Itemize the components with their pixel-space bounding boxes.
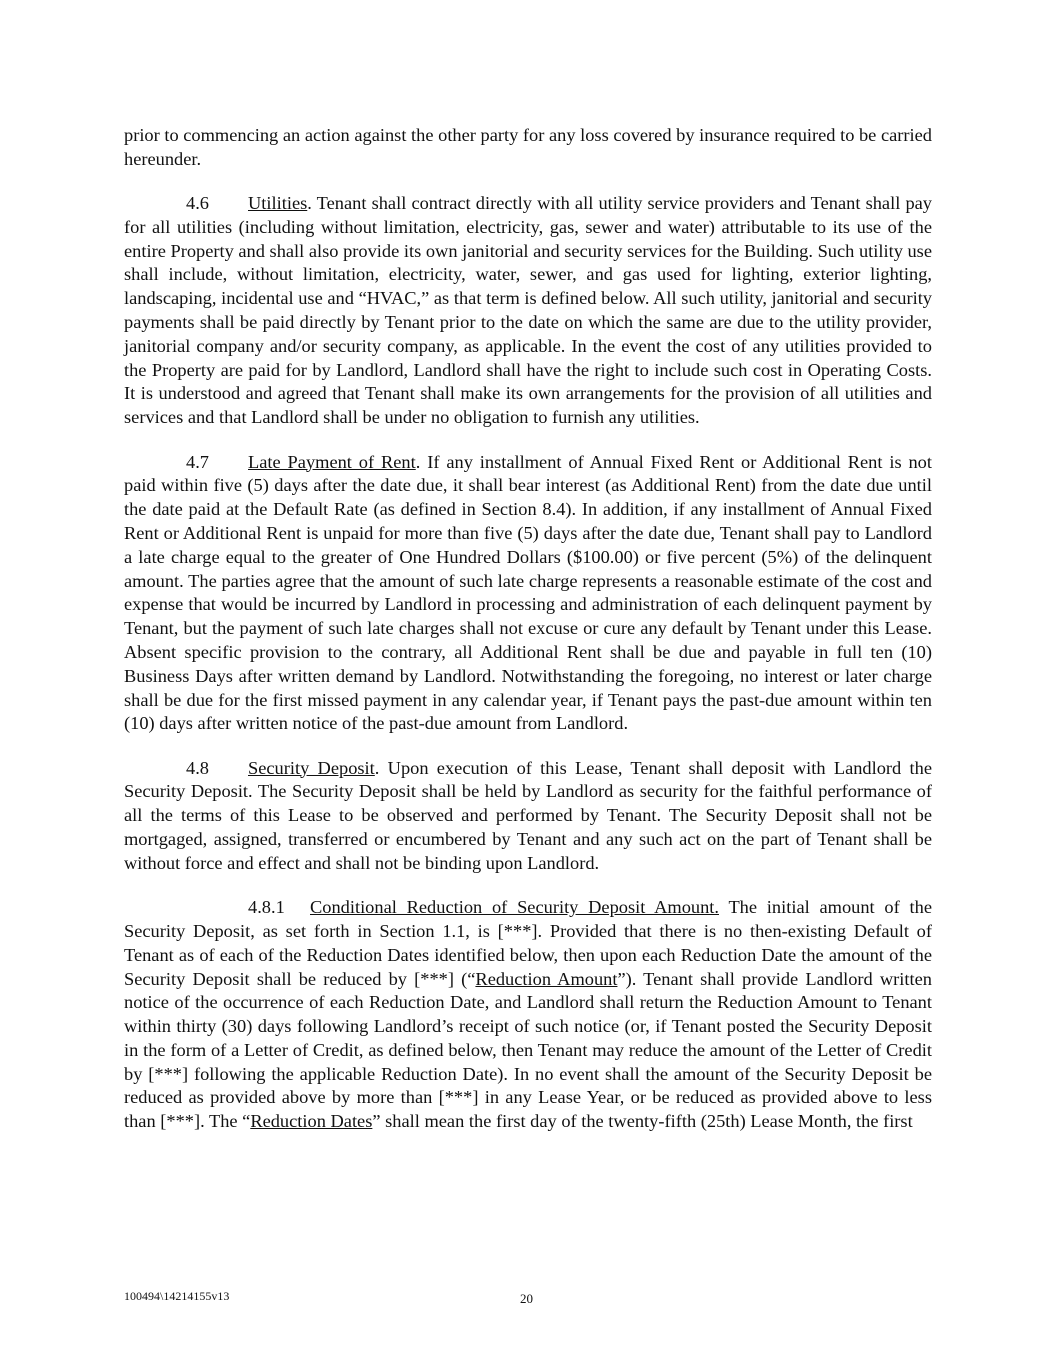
footer-document-id: 100494\14214155v13 [124,1289,230,1303]
defined-term-reduction-amount: Reduction Amount [475,968,618,989]
section-heading: Late Payment of Rent [248,451,416,472]
footer-page-number: 20 [520,1291,533,1306]
section-heading-punct: . [374,757,380,778]
section-heading: Security Deposit [248,757,375,778]
document-body [124,124,932,1155]
subsection-number: 4.8.1 [248,897,285,918]
continued-paragraph: prior to commencing an action against the other party for any loss covered by insurance required to be carried hereunder. [124,125,932,169]
section-heading-punct: . [415,451,421,472]
section-text: Upon execution of this Lease, Tenant shall deposit with Landlord the Security Deposit. The Security Deposit shall be held by Landlord as security for the faithful performance of all the terms of this Lease to be observed and performed by Tenant. The Security Deposit shall not be mortgaged, assigned, transferred or encumbered by Tenant and any such act on the part of Tenant shall be without force and effect and shall not be binding upon Landlord. [124,757,932,873]
section-number: 4.7 [186,451,209,472]
section-4-6 [124,192,932,430]
subsection-text-2: ”). Tenant shall provide Landlord written notice of the occurrence of each Reduction Date, and Landlord shall return the Reduction Amount to Tenant within thirty (30) days following Landlord’s receipt of such notice (or, if Tenant posted the Security Deposit in the form of a Letter of Credit, as defined below, then Tenant may reduce the amount of the Letter of Credit by [***] following the applicable Reduction Date). In no event shall the amount of the Security Deposit be reduced as provided above by more than [***] in any Lease Year, or be reduced as provided above to less than [***]. The “ [124,968,932,1132]
subsection-4-8-1 [124,896,932,1134]
section-number: 4.8 [186,757,209,778]
subsection-text-1: The initial amount of the Security Deposit, as set forth in Section 1.1, is [***]. Provided that there is no then-existing Default of Tenant as of each of the Reduction Dates identified below, then upon each Reduction Date the amount of the Security Deposit shall be reduced by [***] (“ [124,897,932,989]
section-heading: Utilities [248,193,308,214]
section-text: Tenant shall contract directly with all utility service providers and Tenant shall pay for all utilities (including without limitation, electricity, gas, sewer and water) attributable to its use of the entire Property and shall also provide its own janitorial and security services for the Building. Such utility use shall include, without limitation, electricity, water, sewer, and gas used for lighting, exterior lighting, landscaping, incidental use and “HVAC,” as that term is defined below. All such utility, janitorial and security payments shall be paid directly by Tenant prior to the date on which the same are due to the utility provider, janitorial company and/or security company, as applicable. In the event the cost of any utilities provided to the Property are paid for by Landlord, Landlord shall have the right to include such cost in Operating Costs. It is understood and agreed that Tenant shall make its own arrangements for the provision of all utilities and services and that Landlord shall be under no obligation to furnish any utilities. [124,193,933,428]
defined-term-reduction-dates: Reduction Dates [250,1111,373,1132]
section-number: 4.6 [186,193,209,214]
section-4-8 [124,757,932,876]
section-4-7 [124,451,932,737]
section-heading-punct: . [307,193,312,214]
subsection-heading: Conditional Reduction of Security Deposit Amount. [310,897,719,918]
section-text: If any installment of Annual Fixed Rent or Additional Rent is not paid within five (5) days after the date due, it shall bear interest (as Additional Rent) from the date due until the date paid at the Default Rate (as defined in Section 8.4). In addition, if any installment of Annual Fixed Rent or Additional Rent is unpaid for more than five (5) days after the date due, Tenant shall pay to Landlord a late charge equal to the greater of One Hundred Dollars ($100.00) or five percent (5%) of the delinquent amount. The parties agree that the amount of such late charge represents a reasonable estimate of the cost and expense that would be incurred by Landlord in processing and administration of each delinquent payment by Tenant, but the payment of such late charges shall not excuse or cure any default by Tenant under this Lease. Absent specific provision to the contrary, all Additional Rent shall be due and payable in full ten (10) Business Days after written demand by Landlord. Notwithstanding the foregoing, no interest or later charge shall be due for the first missed payment in any calendar year, if Tenant pays the past-due amount within ten (10) days after written notice of the past-due amount from Landlord. [124,451,932,734]
subsection-text-3: ” shall mean the first day of the twenty-fifth (25th) Lease Month, the first [372,1111,913,1132]
